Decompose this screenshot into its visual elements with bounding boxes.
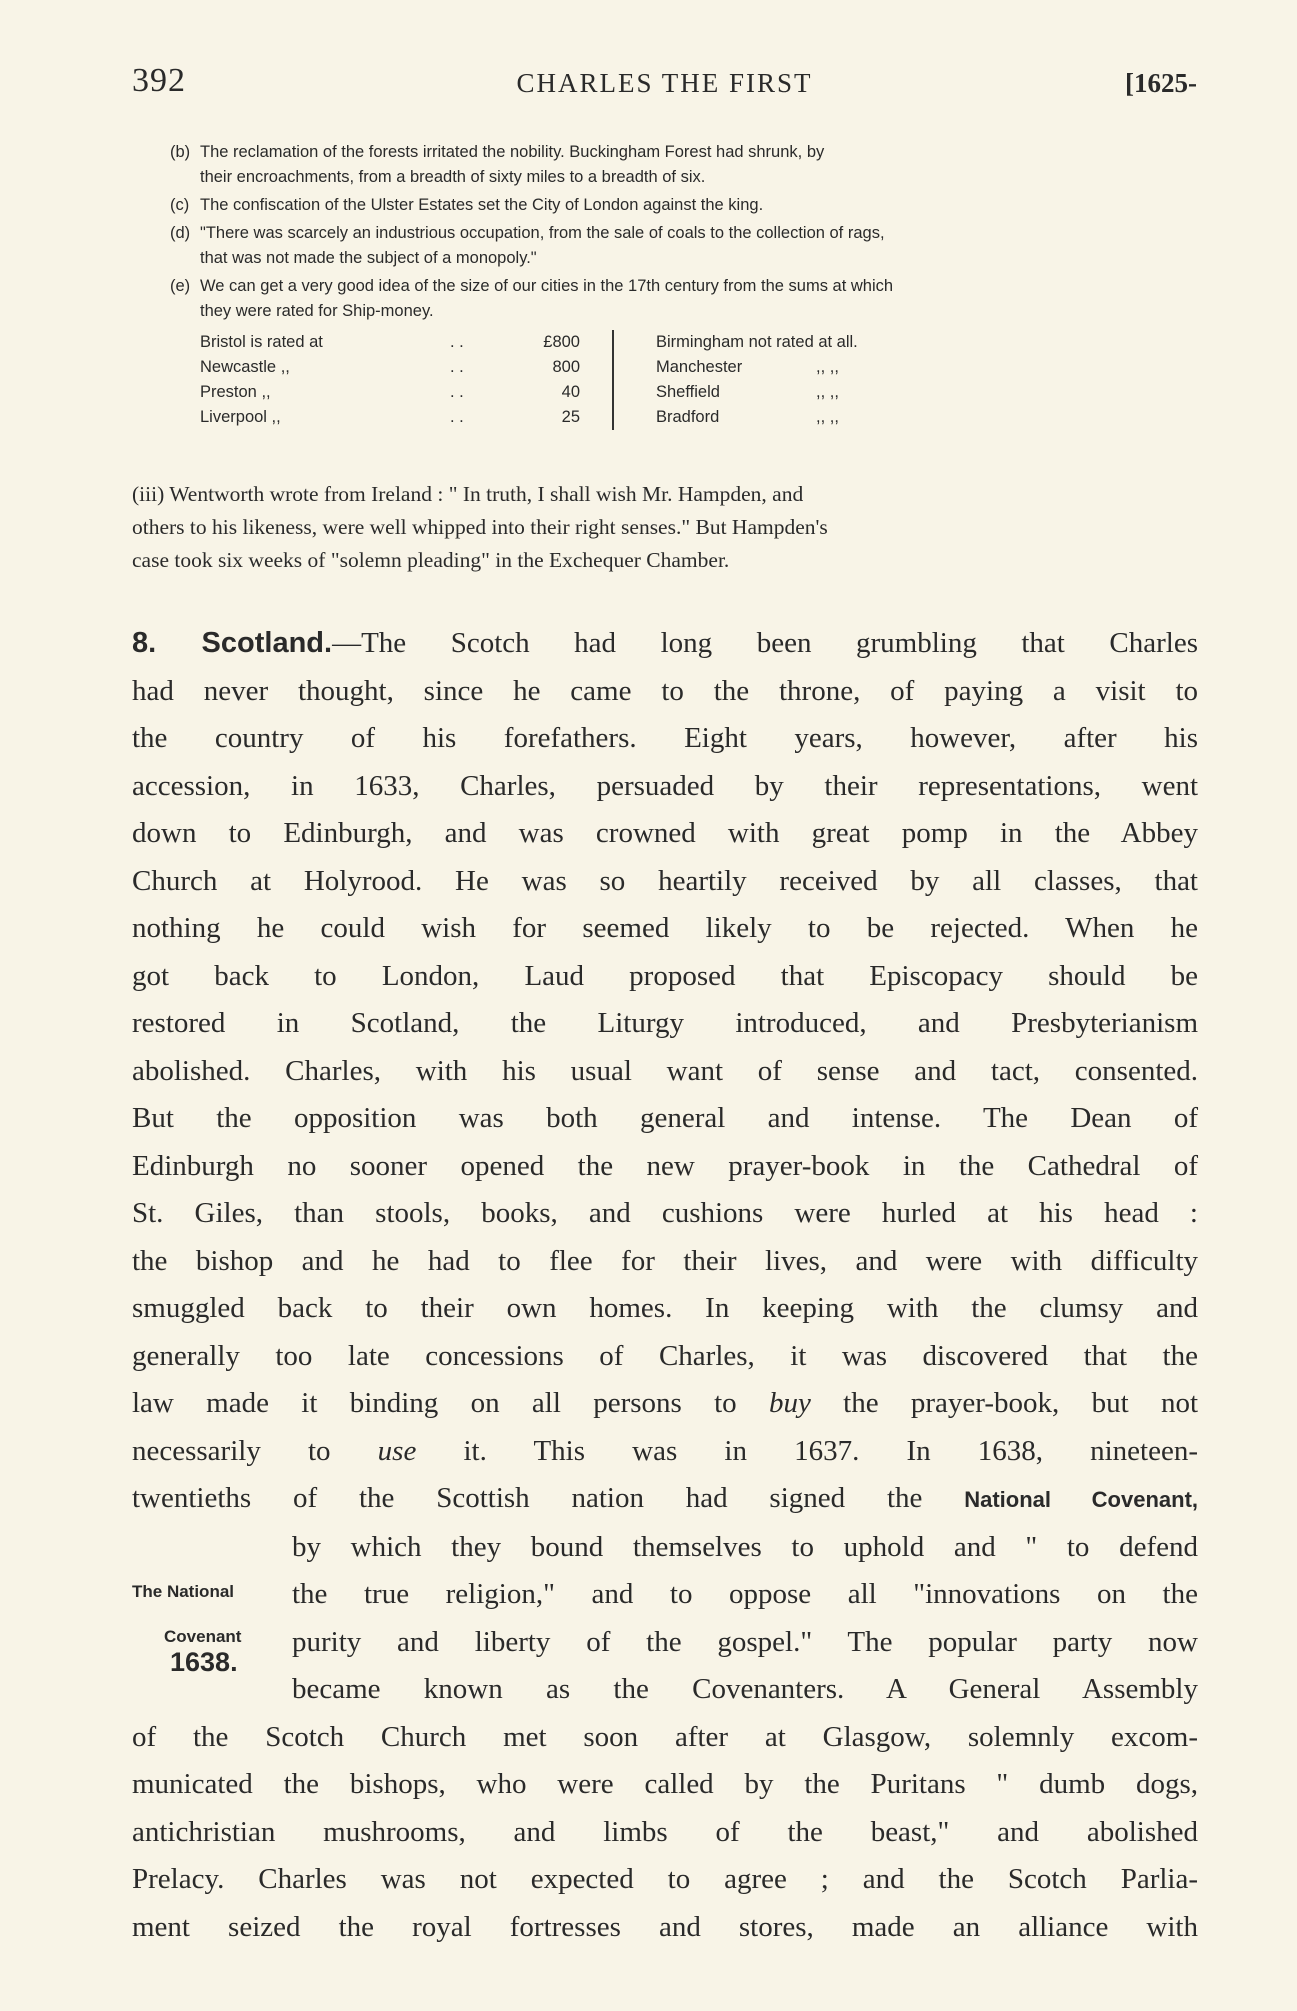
table-row — [656, 380, 858, 405]
note-line: We can get a very good idea of the size of our cities in the 17th century from the sums at which — [200, 277, 894, 295]
text-line: the true religion," and to oppose all "innovations on the — [292, 1578, 1198, 1610]
text-line: the bishop and he had to flee for their lives, and were with difficulty — [132, 1244, 1198, 1277]
text-line: others to his likeness, were well whipped into their right senses." But Hampden's — [132, 515, 828, 539]
note-label: (e) — [170, 277, 191, 295]
section-heading: 8. Scotland. — [132, 627, 333, 659]
margin-note — [132, 1580, 272, 1676]
city-amount: £800 — [543, 333, 580, 351]
ditto-mark: ,, ,, — [816, 358, 839, 376]
text-line: had never thought, since he came to the throne, of paying a visit to — [132, 674, 1198, 707]
text-line: St. Giles, than stools, books, and cushions were hurled at his head : — [132, 1197, 1198, 1229]
text-line: But the opposition was both general and intense. The Dean of — [132, 1102, 1198, 1134]
leader-dots: . . — [450, 358, 464, 376]
note-c — [170, 193, 1190, 218]
city-amount: 800 — [552, 358, 580, 376]
page-header — [132, 62, 1197, 106]
note-b — [170, 140, 1190, 190]
table-row — [200, 380, 598, 405]
text-line: abolished. Charles, with his usual want of sense and tact, consented. — [132, 1054, 1198, 1087]
note-line: that was not made the subject of a monopoly." — [200, 249, 537, 267]
margin-note-line: Covenant — [164, 1627, 242, 1646]
emphasis-buy: buy — [768, 1387, 811, 1419]
note-line: they were rated for Ship-money. — [200, 302, 434, 320]
unrated-cities-column — [614, 330, 858, 430]
text-line: became known as the Covenanters. A General Assembly — [292, 1673, 1198, 1705]
ditto-mark: ,, ,, — [816, 383, 839, 401]
text-fragment: necessarily to — [132, 1434, 331, 1467]
note-line: their encroachments, from a breadth of sixty miles to a breadth of six. — [200, 168, 706, 186]
text-line: Edinburgh no sooner opened the new prayer-book in the Cathedral of — [132, 1149, 1198, 1182]
ditto-mark: ,, ,, — [816, 408, 839, 426]
rated-cities-column — [200, 330, 614, 430]
city-name: Preston ,, — [200, 383, 271, 401]
main-text — [132, 620, 1198, 1951]
margin-note-year: 1638. — [170, 1647, 238, 1677]
city-amount: 40 — [561, 383, 580, 401]
text-line: down to Edinburgh, and was crowned with great pomp in the Abbey — [132, 817, 1198, 849]
text-line: purity and liberty of the gospel." The popular party now — [292, 1625, 1198, 1658]
text-line: municated the bishops, who were called by the Puritans " dumb dogs, — [132, 1768, 1198, 1800]
city-name: Sheffield — [656, 383, 720, 401]
note-line: The reclamation of the forests irritated the nobility. Buckingham Forest had shrunk, by — [200, 143, 825, 161]
leader-dots: . . — [450, 408, 464, 426]
text-line: the country of his forefathers. Eight years, however, after his — [132, 722, 1198, 754]
text-line — [132, 1380, 1198, 1428]
text-line — [132, 1475, 1198, 1524]
ship-money-table — [200, 330, 1190, 430]
note-label: (b) — [170, 143, 191, 161]
table-row — [200, 405, 598, 430]
city-name: Newcastle ,, — [200, 358, 290, 376]
text-fragment: it. This was in 1637. In 1638, nineteen- — [463, 1434, 1199, 1467]
running-title: CHARLES THE FIRST — [516, 68, 813, 98]
text-line — [132, 620, 1198, 668]
note-line: The confiscation of the Ulster Estates set the City of London against the king. — [200, 196, 764, 214]
city-name: Manchester — [656, 358, 743, 376]
city-name: Bristol is rated at — [200, 333, 323, 351]
note-d — [170, 221, 1190, 271]
city-amount: 25 — [561, 408, 580, 426]
text-fragment: law made it binding on all persons to — [132, 1387, 737, 1419]
table-row — [656, 405, 858, 430]
text-line — [132, 1428, 1198, 1476]
text-line: by which they bound themselves to uphold and " to defend — [292, 1530, 1198, 1563]
text-line: generally too late concessions of Charles, it was discovered that the — [132, 1339, 1198, 1372]
text-fragment: the prayer-book, but not — [843, 1387, 1199, 1419]
text-line: nothing he could wish for seemed likely to be rejected. When he — [132, 912, 1198, 944]
note-line: "There was scarcely an industrious occupation, from the sale of coals to the collection of rags, — [200, 224, 885, 242]
leader-dots: . . — [450, 383, 464, 401]
footnotes — [170, 140, 1190, 430]
page-number: 392 — [132, 62, 186, 99]
margin-note-line: The National — [132, 1582, 235, 1601]
city-name: Liverpool ,, — [200, 408, 281, 426]
table-row — [656, 355, 858, 380]
emphasis-use: use — [377, 1434, 417, 1467]
text-line: accession, in 1633, Charles, persuaded by their representations, went — [132, 769, 1198, 802]
text-line: Church at Holyrood. He was so heartily received by all classes, that — [132, 864, 1198, 897]
text-line: Prelacy. Charles was not expected to agree ; and the Scotch Parlia- — [132, 1863, 1198, 1895]
text-line: got back to London, Laud proposed that Episcopacy should be — [132, 959, 1198, 992]
national-covenant-term: National Covenant, — [964, 1487, 1199, 1512]
text-fragment: twentieths of the Scottish nation had signed the — [132, 1482, 923, 1514]
note-e — [170, 274, 1190, 324]
table-row — [656, 330, 858, 355]
text-fragment: —The Scotch had long been grumbling that Charles — [332, 627, 1198, 659]
text-line: ment seized the royal fortresses and stores, made an alliance with — [132, 1910, 1198, 1943]
text-line: restored in Scotland, the Liturgy introduced, and Presbyterianism — [132, 1007, 1198, 1039]
text-line: of the Scotch Church met soon after at Glasgow, solemnly excom- — [132, 1720, 1198, 1753]
text-line: smuggled back to their own homes. In keeping with the clumsy and — [132, 1292, 1198, 1324]
text-line: (iii) Wentworth wrote from Ireland : " In truth, I shall wish Mr. Hampden, and — [132, 482, 804, 506]
leader-dots: . . — [450, 333, 464, 351]
note-label: (c) — [170, 196, 190, 214]
text-line: case took six weeks of "solemn pleading" in the Exchequer Chamber. — [132, 548, 730, 572]
table-row — [200, 330, 598, 355]
note-iii — [132, 478, 1197, 577]
text-line: antichristian mushrooms, and limbs of the beast," and abolished — [132, 1815, 1198, 1848]
city-name: Birmingham not rated at all. — [656, 333, 858, 351]
note-label: (d) — [170, 224, 191, 242]
table-row — [200, 355, 598, 380]
running-year: [1625- — [1125, 68, 1197, 98]
city-name: Bradford — [656, 408, 720, 426]
